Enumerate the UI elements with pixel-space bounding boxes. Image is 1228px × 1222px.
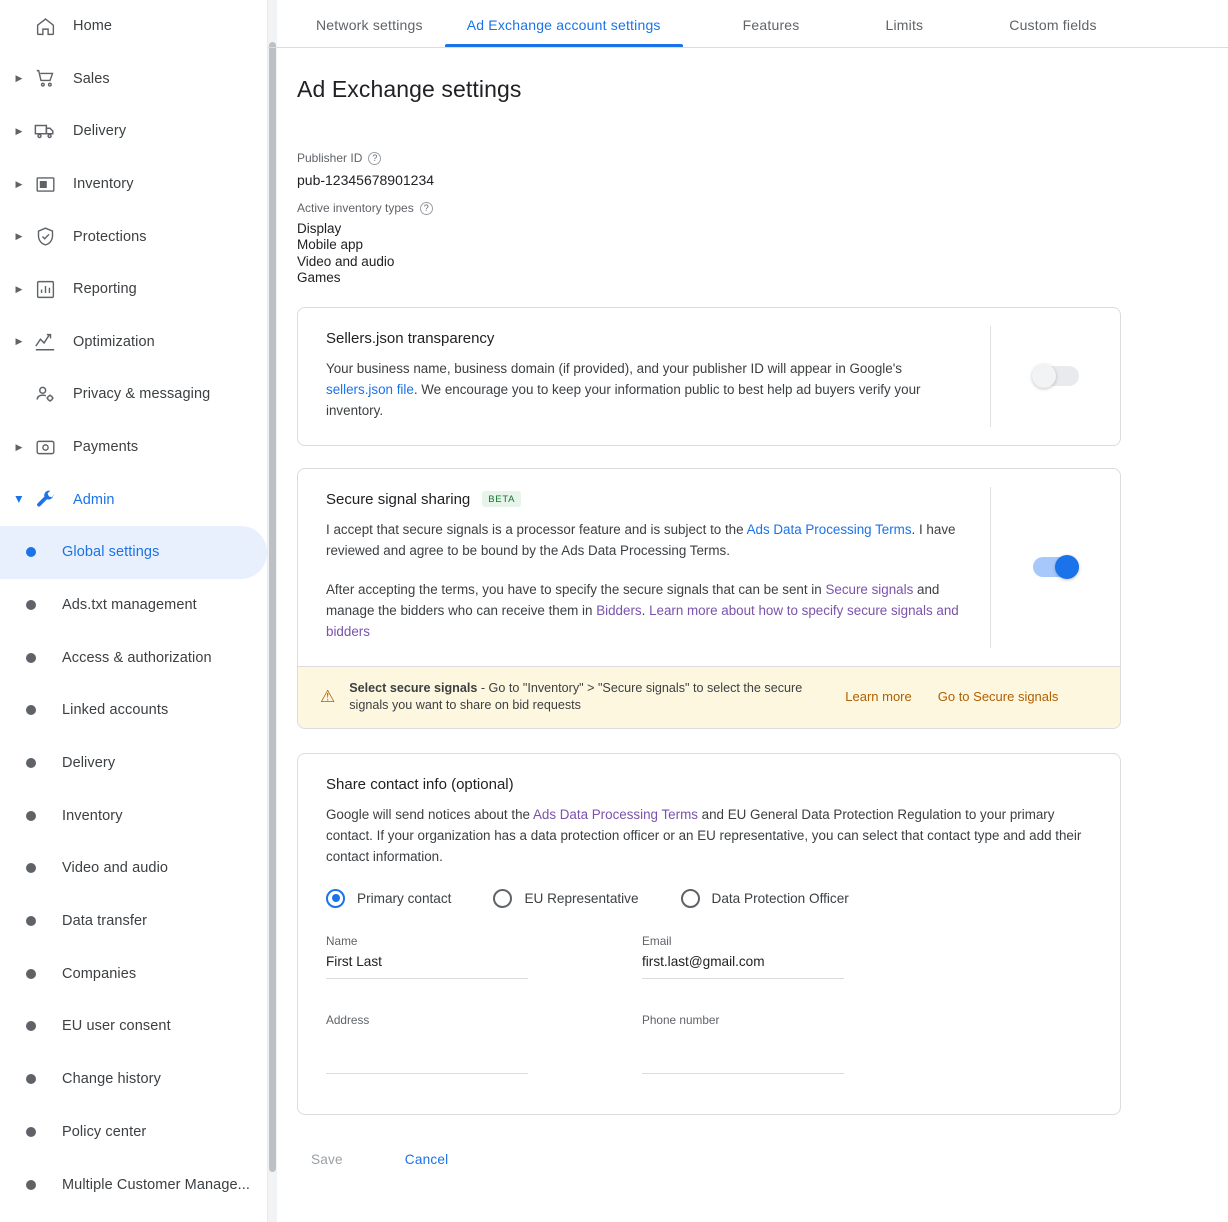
shield-icon (28, 226, 62, 247)
secure-signals-link[interactable]: Secure signals (825, 581, 914, 597)
sidebar-item-label: Sales (73, 70, 110, 87)
expand-arrow-icon[interactable]: ▶ (15, 178, 23, 189)
scrollbar-thumb[interactable] (269, 42, 276, 1172)
radio-label: Data Protection Officer (711, 890, 849, 906)
sidebar-subitem-label: Multiple Customer Manage... (62, 1176, 251, 1193)
toggle-column (990, 326, 1120, 427)
sidebar-item-companies[interactable] (0, 947, 267, 1000)
warning-title: Select secure signals (349, 680, 478, 695)
sellers-json-description (326, 358, 964, 421)
expand-arrow-icon[interactable]: ▶ (15, 441, 23, 452)
beta-badge: BETA (482, 491, 521, 507)
cancel-button[interactable]: Cancel (391, 1144, 463, 1175)
wrench-icon (28, 489, 62, 510)
phone-number-field-label: Phone number (642, 1012, 720, 1027)
sellers-json-toggle[interactable] (1033, 366, 1079, 386)
address-input[interactable] (326, 1027, 528, 1074)
share-contact-info-card (297, 753, 1121, 1115)
address-field-group (326, 989, 528, 1084)
sidebar-item-data-transfer[interactable] (0, 895, 267, 948)
tab-features[interactable]: Features (742, 17, 800, 33)
tab-limits[interactable]: Limits (885, 17, 924, 33)
text-segment: Your business name, business domain (if provided), and your publisher ID will appear in Google's (326, 360, 902, 376)
tab-network-settings[interactable]: Network settings (316, 17, 423, 33)
secure-signals-warning-bar (297, 666, 1121, 729)
sellers-json-file-link[interactable]: sellers.json file (326, 381, 414, 397)
text-segment: . (641, 602, 650, 618)
sidebar-subitem-label: Inventory (62, 807, 123, 824)
bullet-icon (0, 969, 62, 979)
share-contact-description (326, 804, 1094, 867)
sidebar-subitem-label: EU user consent (62, 1018, 171, 1035)
contact-fields (326, 934, 1094, 1084)
sidebar-item-eu-user-consent[interactable] (0, 1000, 267, 1053)
sidebar-subitem-label: Delivery (62, 755, 116, 772)
text-segment: and EU General Data Protection Regulation to your primary contact. If your organization has a data protection officer or an EU representative, you can select that contact type and add their contact information. (326, 806, 1082, 864)
tab-ad-exchange-account-settings[interactable]: Ad Exchange account settings (445, 17, 683, 47)
tab-custom-fields[interactable]: Custom fields (1009, 17, 1097, 33)
card-title: Share contact info (optional) (326, 775, 514, 793)
sidebar-item-delivery[interactable] (0, 105, 267, 158)
radio-primary-contact[interactable] (326, 889, 451, 908)
sidebar-item-access-authorization[interactable] (0, 631, 267, 684)
ads-data-processing-terms-link[interactable]: Ads Data Processing Terms (746, 521, 912, 537)
sidebar-item-label: Optimization (73, 333, 155, 350)
sidebar-item-payments[interactable] (0, 421, 267, 474)
sidebar-subitem-label: Policy center (62, 1123, 147, 1140)
card-title-text: Secure signal sharing (326, 490, 471, 508)
radio-button-icon[interactable] (493, 889, 512, 908)
home-icon (28, 16, 62, 37)
help-icon[interactable]: ? (420, 202, 433, 215)
truck-icon (28, 120, 62, 142)
trend-line-icon (28, 331, 62, 353)
list-item: Display (297, 221, 342, 236)
expand-arrow-icon[interactable]: ▶ (15, 73, 23, 84)
sidebar-item-ads-txt-management[interactable] (0, 579, 267, 632)
bullet-icon (0, 811, 62, 821)
expand-arrow-icon[interactable]: ▶ (15, 231, 23, 242)
sidebar-item-reporting[interactable] (0, 263, 267, 316)
sidebar-item-video-and-audio[interactable] (0, 842, 267, 895)
warning-body: - Go to "Inventory" > "Secure signals" to select the secure signals you want to share on bid requests (349, 680, 803, 712)
ads-data-processing-terms-link[interactable]: Ads Data Processing Terms (532, 806, 698, 822)
active-inventory-types-label (297, 201, 1228, 215)
phone-number-input[interactable] (642, 1027, 844, 1074)
text-segment: . We encourage you to keep your information public to best help ad buyers verify your inventory. (326, 381, 921, 418)
go-to-secure-signals-button[interactable]: Go to Secure signals (937, 689, 1059, 705)
publisher-id-value: pub-12345678901234 (297, 172, 435, 188)
sidebar-item-label: Delivery (73, 123, 127, 140)
sidebar-item-label: Protections (73, 228, 147, 245)
sellers-json-card (297, 307, 1121, 446)
sidebar-subitem-label: Linked accounts (62, 702, 169, 719)
bullet-icon (0, 916, 62, 926)
sidebar-item-protections[interactable] (0, 210, 267, 263)
learn-more-button[interactable]: Learn more (845, 689, 912, 705)
bidders-link[interactable]: Bidders (596, 602, 642, 618)
radio-label: Primary contact (357, 890, 452, 906)
tab-bar (268, 0, 1228, 48)
card-title (326, 491, 964, 508)
expand-arrow-icon[interactable]: ▶ (15, 283, 23, 294)
footer-actions (297, 1144, 1228, 1175)
collapse-arrow-icon[interactable]: ▶ (14, 496, 25, 504)
name-field-label: Name (326, 933, 358, 948)
toggle-column (990, 487, 1120, 648)
sidebar-item-privacy-messaging[interactable] (0, 368, 267, 421)
cart-icon (28, 68, 62, 89)
bullet-icon (0, 705, 62, 715)
payments-icon (28, 437, 62, 458)
bullet-icon (0, 600, 62, 610)
active-inventory-types-list (297, 221, 1228, 287)
email-field-label: Email (642, 933, 672, 948)
page-title: Ad Exchange settings (297, 76, 522, 102)
address-field-label: Address (326, 1012, 370, 1027)
bar-chart-icon (28, 279, 62, 300)
bullet-icon (0, 1127, 62, 1137)
bullet-icon (0, 758, 62, 768)
name-field-group (326, 934, 528, 989)
list-item: Mobile app (297, 237, 364, 253)
sidebar-item-delivery-admin[interactable] (0, 737, 267, 790)
sidebar-item-change-history[interactable] (0, 1053, 267, 1106)
card-title: Sellers.json transparency (326, 329, 495, 347)
name-input[interactable] (326, 948, 528, 979)
sidebar-item-inventory-admin[interactable] (0, 789, 267, 842)
text-segment: . I have reviewed and agree to be bound by the Ads Data Processing Terms. (326, 521, 956, 558)
sidebar-subitem-label: Ads.txt management (62, 596, 197, 613)
sidebar-item-admin[interactable] (0, 473, 267, 526)
sidebar-subitem-label: Data transfer (62, 913, 148, 930)
warning-triangle-icon: ⚠ (320, 686, 336, 706)
sidebar-subitem-label: Companies (62, 965, 137, 982)
phone-field-group (642, 989, 844, 1084)
secure-signal-sharing-card (297, 468, 1121, 667)
bullet-icon (0, 1074, 62, 1084)
vertical-scrollbar[interactable] (268, 0, 277, 1222)
save-button[interactable]: Save (297, 1144, 357, 1175)
main-content (268, 0, 1228, 1222)
sidebar-subitem-label: Video and audio (62, 860, 169, 877)
bullet-icon (0, 547, 62, 557)
radio-label: EU Representative (524, 890, 639, 906)
sidebar-item-label: Payments (73, 439, 139, 456)
sidebar-item-label: Reporting (73, 281, 137, 298)
sidebar-item-optimization[interactable] (0, 316, 267, 369)
expand-arrow-icon[interactable]: ▶ (15, 125, 23, 136)
contact-type-radio-group (326, 889, 1094, 908)
sidebar-item-global-settings[interactable] (0, 526, 267, 579)
warning-message (349, 680, 819, 714)
radio-button-icon[interactable] (681, 889, 700, 908)
sidebar-item-inventory[interactable] (0, 158, 267, 211)
secure-signal-terms-text (326, 519, 964, 561)
text-segment: and manage the bidders who can receive them in (326, 581, 940, 618)
inventory-icon (28, 174, 62, 195)
list-item: Video and audio (297, 253, 395, 269)
sidebar-item-policy-center[interactable] (0, 1106, 267, 1159)
sidebar-item-linked-accounts[interactable] (0, 684, 267, 737)
sidebar-item-label: Home (73, 18, 113, 35)
sidebar-item-home[interactable] (0, 0, 267, 53)
sidebar-item-multiple-customer-management[interactable] (0, 1158, 267, 1211)
bullet-icon (0, 1021, 62, 1031)
list-item: Games (297, 270, 341, 286)
publisher-id-label (297, 151, 1228, 165)
text-segment: Google will send notices about the (326, 806, 533, 822)
expand-arrow-icon[interactable]: ▶ (15, 336, 23, 347)
learn-more-secure-signals-link[interactable]: Learn more about how to specify secure signals and bidders (326, 602, 959, 639)
sidebar-item-sales[interactable] (0, 53, 267, 106)
sidebar (0, 0, 268, 1222)
active-inventory-types-label-text: Active inventory types (297, 201, 414, 215)
sidebar-item-label: Inventory (73, 176, 134, 193)
radio-button-icon[interactable] (326, 889, 345, 908)
radio-data-protection-officer[interactable] (681, 889, 849, 908)
text-segment: I accept that secure signals is a processor feature and is subject to the (326, 521, 747, 537)
email-input[interactable] (642, 948, 844, 979)
radio-eu-representative[interactable] (493, 889, 638, 908)
bullet-icon (0, 863, 62, 873)
publisher-id-label-text: Publisher ID (297, 151, 363, 165)
sidebar-subitem-label: Access & authorization (62, 649, 212, 666)
sidebar-item-label: Admin (73, 491, 115, 508)
bullet-icon (0, 653, 62, 663)
help-icon[interactable]: ? (368, 152, 381, 165)
secure-signal-instructions-text (326, 579, 964, 642)
secure-signal-toggle[interactable] (1033, 557, 1079, 577)
sidebar-subitem-label: Global settings (62, 544, 160, 561)
email-field-group (642, 934, 844, 989)
person-gear-icon (28, 383, 62, 405)
sidebar-item-label: Privacy & messaging (73, 386, 211, 403)
text-segment: After accepting the terms, you have to specify the secure signals that can be sent in (326, 581, 826, 597)
sidebar-subitem-label: Change history (62, 1071, 161, 1088)
bullet-icon (0, 1180, 62, 1190)
